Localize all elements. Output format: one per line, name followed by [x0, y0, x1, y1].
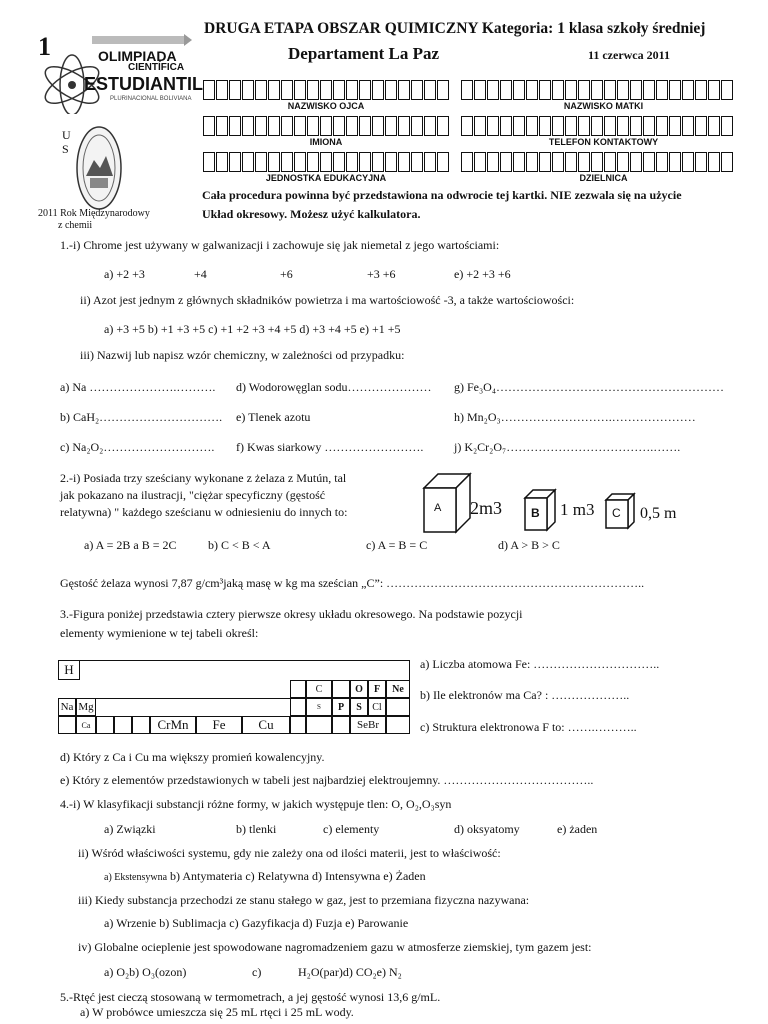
pt-cell-O: O [350, 680, 368, 698]
q1-i-text: 1.-i) Chrome jest używany w galwanizacji i zachowuje się jak niemetal z jego wartościami: [60, 238, 500, 252]
district-label: DZIELNICA [579, 173, 628, 183]
pt-cell-Cl: Cl [368, 698, 386, 716]
pt-cell-S-small: S [306, 698, 332, 716]
pt-cell-Mg: Mg [76, 698, 96, 716]
pt-right-border [409, 660, 410, 680]
q4-ii-text: ii) Wśród właściwości systemu, gdy nie zależy ona od ilości materii, jest to właściwość: [78, 846, 501, 860]
q2-opt-d: d) A > B > C [498, 538, 560, 552]
q3-e: e) Który z elementów przedstawionych w tabeli jest najbardziej elektroujemny. ……………………………….. [60, 773, 594, 787]
q1-row1-g: g) Fe₃O₄………………………………………………… [454, 380, 725, 394]
seal-icon [76, 126, 122, 210]
logo-number: 1 [38, 32, 51, 61]
pt-cell-F: F [368, 680, 386, 698]
q2-text-line3: relatywna) " każdego sześcianu w odniesieniu do innych to: [60, 505, 348, 519]
pt-cell-Cu: Cu [242, 716, 290, 734]
department-title: Departament La Paz [288, 44, 440, 63]
q1-ii-options: a) +3 +5 b) +1 +3 +5 c) +1 +2 +3 +4 +5 d) +3 +4 +5 e) +1 +5 [104, 322, 401, 336]
pt-cell-C: C [306, 680, 332, 698]
q1-row3-f: f) Kwas siarkowy ……………………. [236, 440, 424, 454]
seal-letters: U S [62, 128, 71, 156]
q1-i-opt-e: e) +2 +3 +6 [454, 267, 511, 281]
olympiad-logo [34, 30, 203, 114]
cube-b [523, 488, 557, 537]
pt-cell-blank-1 [290, 680, 306, 698]
q1-iii-text: iii) Nazwij lub napisz wzór chemiczny, w zależności od przypadku: [80, 348, 405, 362]
university-seal [76, 126, 122, 215]
district-boxes[interactable] [461, 152, 734, 172]
pt-cell-H: H [58, 660, 80, 680]
q4-iv-opt-rest: H₂O(par)d) CO₂e) N₂ [298, 965, 402, 979]
page-title: DRUGA ETAPA OBSZAR QUIMICZNY Kategoria: 1 klasa szkoły średniej [204, 20, 706, 37]
q4-i-opt-e: e) żaden [557, 822, 598, 836]
phone-boxes[interactable] [461, 116, 734, 136]
pt-cell-blank-12 [386, 716, 410, 734]
q1-row2-b: b) CaH₂…………………………. [60, 410, 223, 424]
year-caption-2: z chemii [58, 220, 93, 231]
periodic-table [58, 660, 410, 736]
pt-cell-SeBr: SeBr [350, 716, 386, 734]
q4-iv-text: iv) Globalne ocieplenie jest spowodowane nagromadzeniem gazu w atmosferze ziemskiej, tym gazem jest: [78, 940, 592, 954]
instructions-line1: Cała procedura powinna być przedstawiona na odwrocie tej kartki. NIE zezwala się na użycie [202, 188, 682, 202]
cube-b-label: B [531, 506, 540, 520]
q1-row1-d: d) Wodorowęglan sodu………………… [236, 380, 432, 394]
pt-cell-Ca: Ca [76, 716, 96, 734]
q2-text-line2: jak pokazano na ilustracji, "ciężar specyficzny (gęstość [60, 488, 326, 502]
pt-cell-blank-2 [332, 680, 350, 698]
q3-text-line2: elementy wymienione w tej tabeli określ: [60, 626, 259, 640]
q1-row2-h: h) Mn₂O₃……………………….………………… [454, 410, 696, 424]
q4-iii-options: a) Wrzenie b) Sublimacja c) Gazyfikacja d) Fuzja e) Parowanie [104, 916, 409, 930]
logo-text-2: CIENTÍFICA [128, 62, 185, 73]
q4-i-opt-d: d) oksyatomy [454, 822, 520, 836]
q1-i-opt-c: +6 [280, 267, 293, 281]
logo-text-3: ESTUDIANTIL [84, 74, 203, 94]
surname-father-label: NAZWISKO OJCA [287, 101, 365, 111]
cube-a [422, 472, 472, 539]
pt-cell-Na: Na [58, 698, 76, 716]
q1-row3-j: j) K₂Cr₂O₇……………………………….……. [454, 440, 681, 454]
pt-cell-blank-5 [58, 716, 76, 734]
names-label: IMIONA [309, 137, 343, 147]
school-boxes[interactable] [203, 152, 450, 172]
cube-a-outline [422, 472, 472, 534]
q4-i-opt-b: b) tlenki [236, 822, 277, 836]
surname-father-boxes[interactable] [203, 80, 450, 100]
q2-text-line1: 2.-i) Posiada trzy sześciany wykonane z żelaza z Mutún, tal [60, 471, 347, 485]
pt-cell-Fe: Fe [196, 716, 242, 734]
q5-text: 5.-Rtęć jest cieczą stosowaną w termometrach, a jej gęstość wynosi 13,6 g/mL. [60, 990, 441, 1004]
pt-cell-Ne: Ne [386, 680, 410, 698]
cube-c [604, 492, 636, 535]
q4-i-opt-c: c) elementy [323, 822, 380, 836]
q2-opt-c: c) A = B = C [366, 538, 428, 552]
pt-cell-blank-11 [332, 716, 350, 734]
q3-d: d) Który z Ca i Cu ma większy promień kowalencyjny. [60, 750, 325, 764]
school-label: JEDNOSTKA EDUKACYJNA [265, 173, 387, 183]
pt-top-line [80, 660, 410, 661]
q3-text-line1: 3.-Figura poniżej przedstawia cztery pierwsze okresy układu okresowego. Na podstawie pozycji [60, 607, 523, 621]
q4-ii-options [104, 869, 426, 884]
q4-iii-text: iii) Kiedy substancja przechodzi ze stanu stałego w gaz, jest to przemiana fizyczna nazywana: [78, 893, 530, 907]
pt-cell-blank-10 [306, 716, 332, 734]
pt-mid-line [96, 698, 290, 699]
pt-cell-S: S [350, 698, 368, 716]
cube-a-label: A [434, 502, 442, 514]
pt-cell-blank-8 [132, 716, 150, 734]
q5-a: a) W probówce umieszcza się 25 mL rtęci i 25 mL wody. [80, 1005, 354, 1019]
q3-c: c) Struktura elektronowa F to: …….……….. [420, 720, 637, 734]
q2-opt-a: a) A = 2B a B = 2C [84, 538, 177, 552]
q4-i-opt-a: a) Związki [104, 822, 156, 836]
cube-b-outline [523, 488, 557, 532]
q4-iv-opt-c: c) [252, 965, 262, 979]
q4-i-text: 4.-i) W klasyfikacji substancji różne formy, w jakich występuje tlen: O, O₂,O₃syn [60, 797, 452, 811]
q2-density-question: Gęstość żelaza wynosi 7,87 g/cm³jaką masę w kg ma sześcian „C”: ……………………………………………………….. [60, 576, 645, 590]
pt-cell-CrMn: CrMn [150, 716, 196, 734]
q1-row3-c: c) Na₂O₂………………………. [60, 440, 215, 454]
q1-row1-a: a) Na ………………….………. [60, 380, 216, 394]
q1-i-opt-a: a) +2 +3 [104, 267, 145, 281]
pt-cell-blank-3 [290, 698, 306, 716]
q2-opt-b: b) C < B < A [208, 538, 271, 552]
surname-mother-boxes[interactable] [461, 80, 734, 100]
year-caption-1: 2011 Rok Międzynarodowy [38, 208, 150, 219]
pt-cell-blank-7 [114, 716, 132, 734]
phone-label: TELEFON KONTAKTOWY [548, 137, 659, 147]
q3-b: b) Ile elektronów ma Ca? : ……………….. [420, 688, 630, 702]
q4-ii-opt-a: a) Ekstensywna [104, 872, 168, 883]
cube-a-volume: 2m3 [470, 498, 503, 518]
cube-c-volume: 0,5 m [640, 505, 677, 522]
pt-cell-blank-6 [96, 716, 114, 734]
q1-i-opt-b: +4 [194, 267, 207, 281]
q1-i-opt-d: +3 +6 [367, 267, 396, 281]
names-boxes[interactable] [203, 116, 450, 136]
instructions-line2: Układ okresowy. Możesz użyć kalkulatora. [202, 207, 421, 221]
q1-row2-e: e) Tlenek azotu [236, 410, 311, 424]
cube-c-label: C [612, 506, 621, 520]
pt-cell-P: P [332, 698, 350, 716]
q4-ii-opt-rest: b) Antymateria c) Relatywna d) Intensywna e) Żaden [167, 869, 426, 883]
surname-mother-label: NAZWISKO MATKI [563, 101, 644, 111]
pt-cell-blank-9 [290, 716, 306, 734]
pt-cell-blank-4 [386, 698, 410, 716]
q1-ii-text: ii) Azot jest jednym z głównych składników powietrza i ma wartościowość -3, a także wartościowości: [80, 293, 575, 307]
cube-b-volume: 1 m3 [560, 500, 595, 519]
logo-text-1: OLIMPIADA [98, 48, 177, 64]
q4-iv-opt-a: a) O₂b) O₃(ozon) [104, 965, 187, 979]
logo-text-4: PLURINACIONAL BOLIVIANA [110, 96, 192, 102]
exam-date: 11 czerwca 2011 [588, 48, 670, 62]
q3-a: a) Liczba atomowa Fe: ………………………….. [420, 657, 660, 671]
